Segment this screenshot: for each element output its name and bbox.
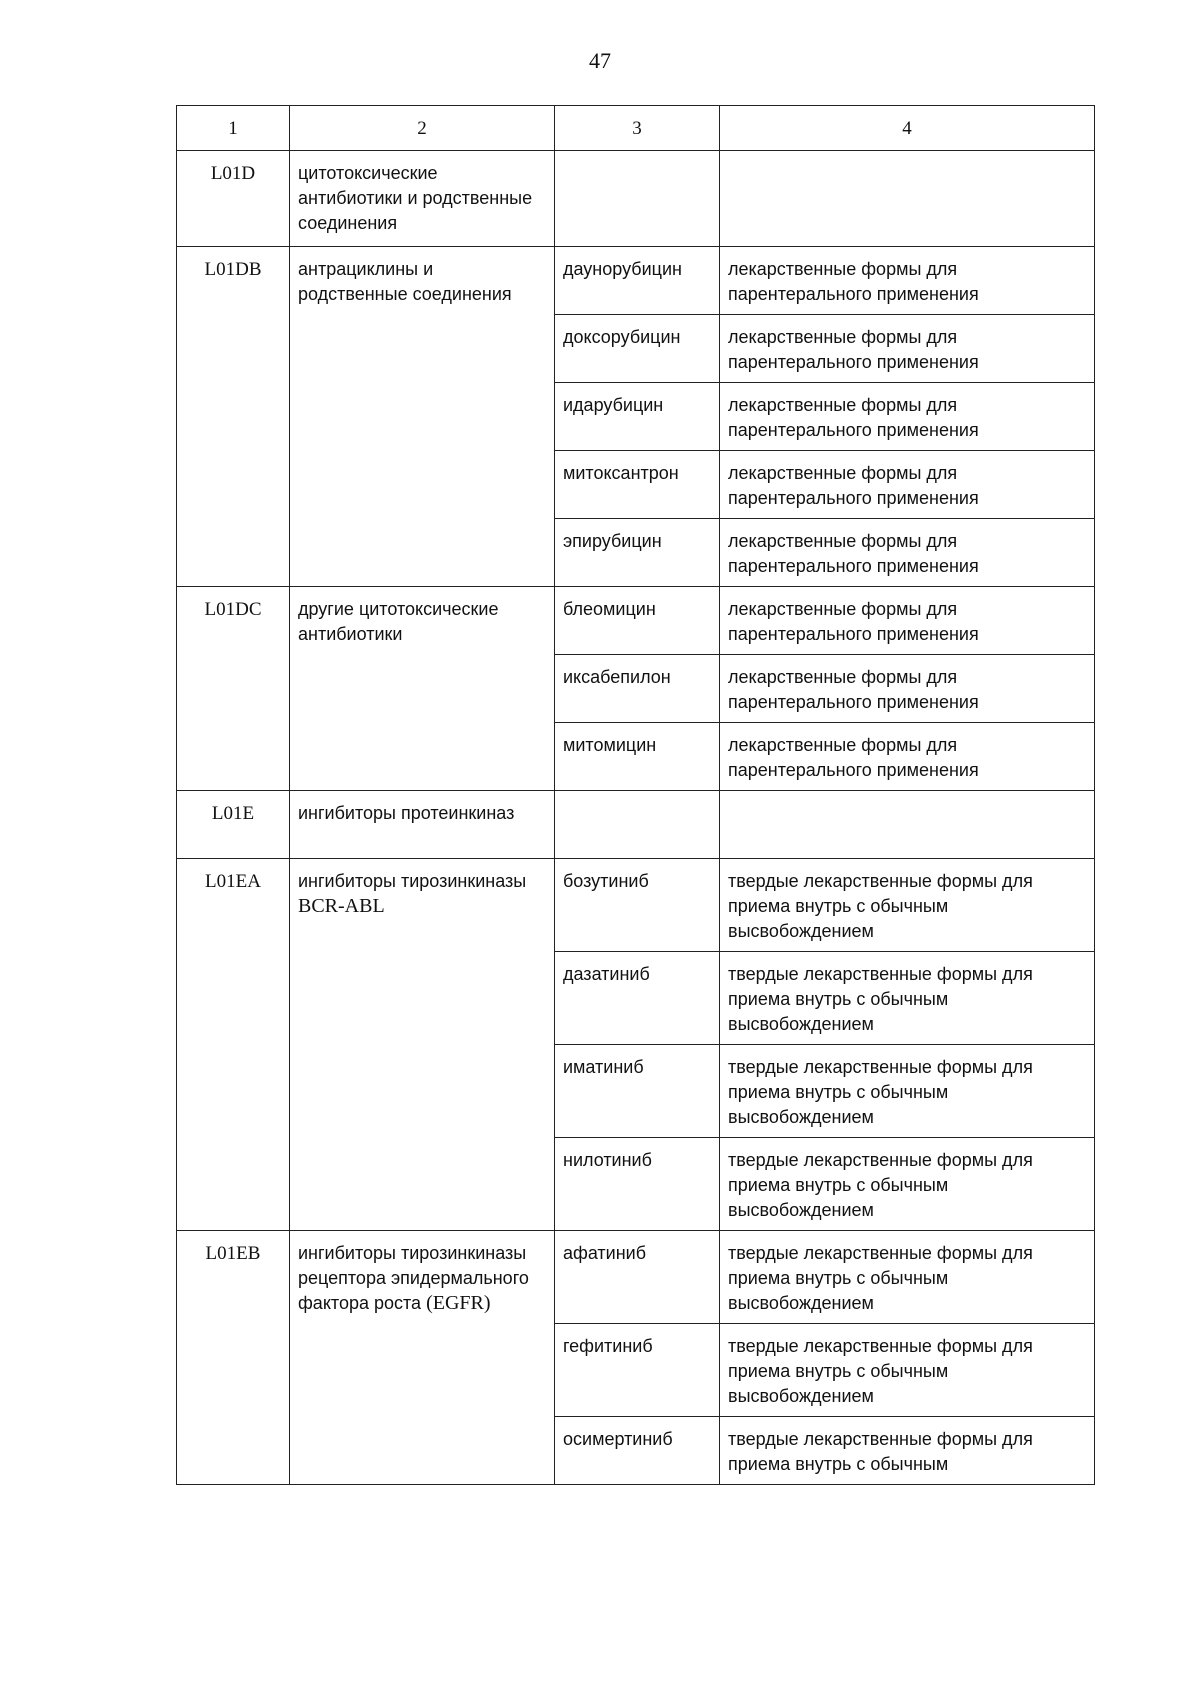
dosage-form: лекарственные формы для парентерального применения [720, 451, 1095, 519]
drug-name: гефитиниб [555, 1324, 720, 1417]
drug-name: идарубицин [555, 383, 720, 451]
dosage-form: твердые лекарственные формы для приема внутрь с обычным [720, 1417, 1095, 1485]
group-name-text: ингибиторы тирозинкиназы [298, 871, 527, 891]
dosage-form: лекарственные формы для парентерального применения [720, 247, 1095, 315]
page-number: 47 [589, 48, 611, 73]
dosage-form: твердые лекарственные формы для приема внутрь с обычным высвобождением [720, 1324, 1095, 1417]
table-row [177, 587, 1095, 655]
column-header: 1 [177, 106, 290, 151]
dosage-form: лекарственные формы для парентерального применения [720, 723, 1095, 791]
table-header-row [177, 106, 1095, 151]
drug-name: иматиниб [555, 1045, 720, 1138]
dosage-form: твердые лекарственные формы для приема внутрь с обычным высвобождением [720, 1045, 1095, 1138]
drug-name: митоксантрон [555, 451, 720, 519]
atc-code: L01EA [177, 859, 290, 1231]
drug-name: дазатиниб [555, 952, 720, 1045]
table-row [177, 151, 1095, 247]
drug-name [555, 151, 720, 247]
atc-code: L01E [177, 791, 290, 859]
atc-code: L01DC [177, 587, 290, 791]
table-row [177, 1231, 1095, 1324]
dosage-form: лекарственные формы для парентерального применения [720, 519, 1095, 587]
dosage-form [720, 791, 1095, 859]
atc-group-name: ингибиторы протеинкиназ [290, 791, 555, 859]
dosage-form: лекарственные формы для парентерального применения [720, 383, 1095, 451]
table-row [177, 247, 1095, 315]
drug-name: нилотиниб [555, 1138, 720, 1231]
drug-name: афатиниб [555, 1231, 720, 1324]
group-name-latin: (EGFR) [426, 1292, 491, 1314]
table-row [177, 859, 1095, 952]
drug-name: осимертиниб [555, 1417, 720, 1485]
atc-group-name [290, 1231, 555, 1485]
drug-name: даунорубицин [555, 247, 720, 315]
drug-classification-table [176, 105, 1095, 1485]
atc-group-name [290, 859, 555, 1231]
column-header: 3 [555, 106, 720, 151]
drug-name: доксорубицин [555, 315, 720, 383]
group-name-latin: BCR-ABL [298, 895, 385, 917]
dosage-form: твердые лекарственные формы для приема внутрь с обычным высвобождением [720, 1231, 1095, 1324]
atc-code: L01EB [177, 1231, 290, 1485]
drug-name: митомицин [555, 723, 720, 791]
atc-group-name: другие цитотоксические антибиотики [290, 587, 555, 791]
dosage-form: твердые лекарственные формы для приема внутрь с обычным высвобождением [720, 952, 1095, 1045]
dosage-form: лекарственные формы для парентерального применения [720, 587, 1095, 655]
dosage-form: лекарственные формы для парентерального применения [720, 315, 1095, 383]
atc-code: L01DB [177, 247, 290, 587]
drug-name: блеомицин [555, 587, 720, 655]
drug-name: эпирубицин [555, 519, 720, 587]
atc-group-name: цитотоксические антибиотики и родственные соединения [290, 151, 555, 247]
dosage-form: твердые лекарственные формы для приема внутрь с обычным высвобождением [720, 1138, 1095, 1231]
atc-group-name: антрациклины и родственные соединения [290, 247, 555, 587]
drug-name: бозутиниб [555, 859, 720, 952]
column-header: 4 [720, 106, 1095, 151]
dosage-form: лекарственные формы для парентерального применения [720, 655, 1095, 723]
dosage-form [720, 151, 1095, 247]
drug-name: иксабепилон [555, 655, 720, 723]
column-header: 2 [290, 106, 555, 151]
atc-code: L01D [177, 151, 290, 247]
dosage-form: твердые лекарственные формы для приема внутрь с обычным высвобождением [720, 859, 1095, 952]
drug-name [555, 791, 720, 859]
table-row [177, 791, 1095, 859]
group-name-text: ингибиторы тирозинкиназы рецептора эпидермального фактора роста [298, 1243, 529, 1313]
